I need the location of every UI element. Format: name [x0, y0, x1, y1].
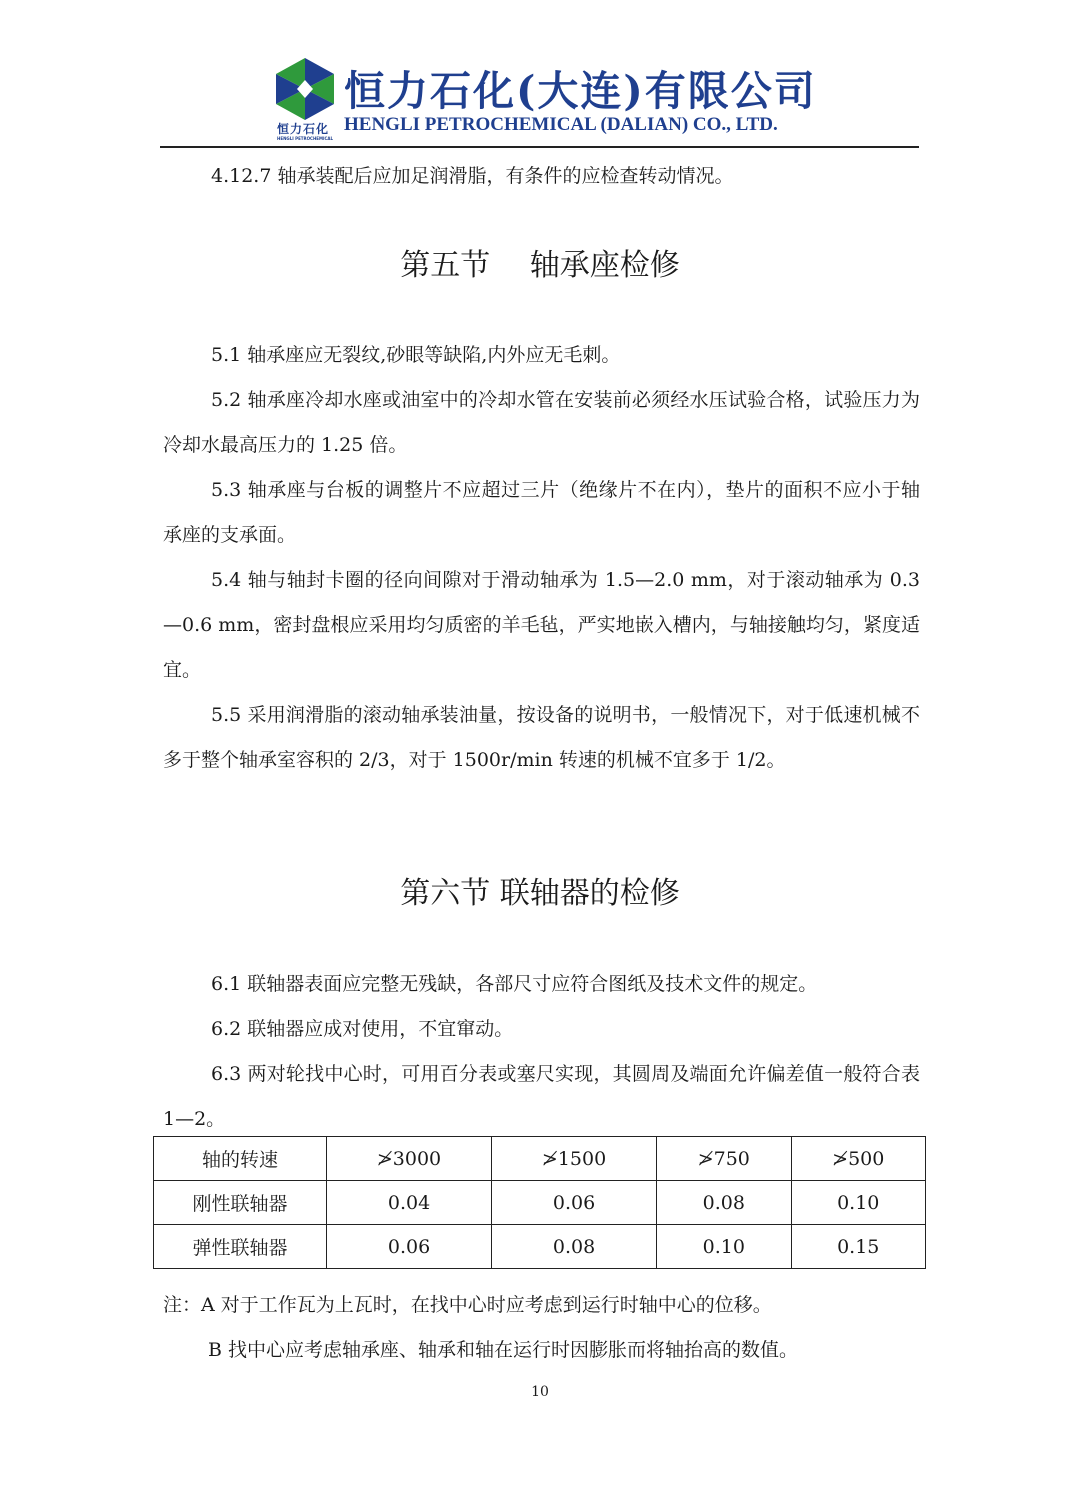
table-cell: ≯750 — [657, 1137, 791, 1181]
company-name-chinese: 恒力石化(大连)有限公司 — [344, 67, 817, 115]
table-cell: 0.08 — [657, 1181, 791, 1225]
paragraph-5-4: 5.4 轴与轴封卡圈的径向间隙对于滑动轴承为 1.5—2.0 mm，对于滚动轴承为 0.3—0.6 mm，密封盘根应采用均匀质密的羊毛毡，严实地嵌入槽内，与轴接触均匀，紧度适宜。 — [163, 569, 920, 681]
table-cell: 0.06 — [492, 1181, 657, 1225]
table-cell: 轴的转速 — [154, 1137, 327, 1181]
page-number: 10 — [531, 1384, 549, 1400]
header-divider — [160, 146, 919, 148]
paragraph-5-2: 5.2 轴承座冷却水座或油室中的冷却水管在安装前必须经水压试验合格，试验压力为冷却水最高压力的 1.25 倍。 — [163, 389, 920, 456]
paragraph-6-1: 6.1 联轴器表面应完整无残缺，各部尺寸应符合图纸及技术文件的规定。 — [211, 973, 818, 995]
paragraph-5-3: 5.3 轴承座与台板的调整片不应超过三片（绝缘片不在内），垫片的面积不应小于轴承座的支承面。 — [163, 479, 920, 546]
table-row — [154, 1181, 926, 1225]
table-note-a: 注：A 对于工作瓦为上瓦时，在找中心时应考虑到运行时轴中心的位移。 — [163, 1294, 772, 1316]
table-row — [154, 1225, 926, 1269]
table-cell: 0.10 — [657, 1225, 791, 1269]
paragraph-5-1: 5.1 轴承座应无裂纹,砂眼等缺陷,内外应无毛刺。 — [211, 344, 621, 366]
table-cell: 0.04 — [327, 1181, 492, 1225]
paragraph-5-5: 5.5 采用润滑脂的滚动轴承装油量，按设备的说明书，一般情况下，对于低速机械不多于整个轴承室容积的 2/3，对于 1500r/min 转速的机械不宜多于 1/2。 — [163, 704, 920, 771]
paragraph-6-3: 6.3 两对轮找中心时，可用百分表或塞尺实现，其圆周及端面允许偏差值一般符合表 1—2。 — [163, 1063, 920, 1130]
table-cell: 0.06 — [327, 1225, 492, 1269]
paragraph-4-12-7: 4.12.7 轴承装配后应加足润滑脂，有条件的应检查转动情况。 — [211, 165, 734, 187]
table-cell: ≯3000 — [327, 1137, 492, 1181]
table-cell: ≯1500 — [492, 1137, 657, 1181]
table-cell: 0.10 — [791, 1181, 925, 1225]
company-logo-icon — [276, 58, 334, 120]
table-header-row — [154, 1137, 926, 1181]
company-name-english: HENGLI PETROCHEMICAL (DALIAN) CO., LTD. — [344, 114, 778, 135]
table-cell: 0.08 — [492, 1225, 657, 1269]
section-5-title: 第五节 轴承座检修 — [400, 248, 680, 283]
table-cell: 刚性联轴器 — [154, 1181, 327, 1225]
logo-wordmark: 恒力石化 HENGLI PETROCHEMICAL — [277, 122, 334, 141]
page-header — [0, 0, 1080, 150]
alignment-tolerance-table — [153, 1136, 926, 1269]
table-note-b: B 找中心应考虑轴承座、轴承和轴在运行时因膨胀而将轴抬高的数值。 — [208, 1339, 799, 1361]
paragraph-6-2: 6.2 联轴器应成对使用，不宜窜动。 — [211, 1018, 514, 1040]
section-6-title: 第六节 联轴器的检修 — [400, 876, 680, 911]
table-cell: ≯500 — [791, 1137, 925, 1181]
table-cell: 0.15 — [791, 1225, 925, 1269]
table-cell: 弹性联轴器 — [154, 1225, 327, 1269]
